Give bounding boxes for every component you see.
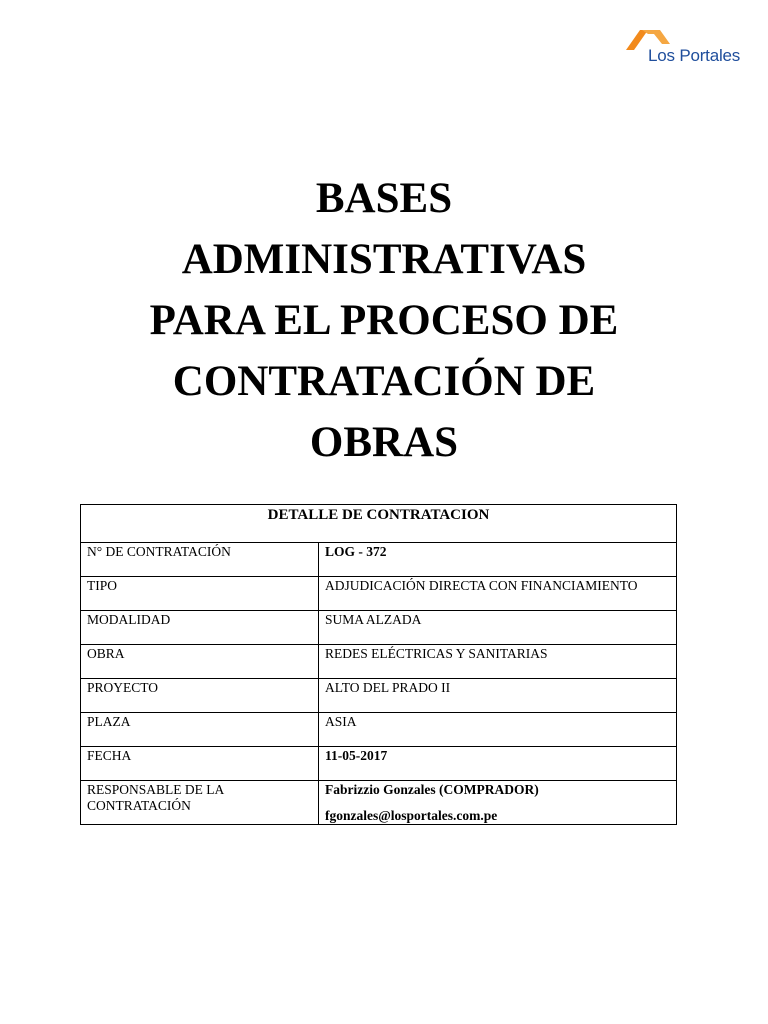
table-row — [81, 645, 677, 679]
table-row — [81, 679, 677, 713]
row-value: ADJUDICACIÓN DIRECTA CON FINANCIAMIENTO — [319, 577, 677, 611]
row-value: SUMA ALZADA — [319, 611, 677, 645]
responsible-name: Fabrizzio Gonzales (COMPRADOR) — [325, 782, 539, 797]
row-value: ASIA — [319, 713, 677, 747]
responsible-email: fgonzales@losportales.com.pe — [325, 808, 498, 823]
row-label: N° DE CONTRATACIÓN — [81, 543, 319, 577]
row-value: ALTO DEL PRADO II — [319, 679, 677, 713]
title-line: ADMINISTRATIVAS — [181, 236, 587, 283]
los-portales-logo — [624, 24, 740, 68]
title-line: OBRAS — [309, 419, 459, 466]
title-line: BASES — [315, 175, 453, 222]
row-label: MODALIDAD — [81, 611, 319, 645]
table-row-responsible — [81, 781, 677, 825]
row-value: LOG - 372 — [319, 543, 677, 577]
title-line: CONTRATACIÓN DE — [172, 358, 596, 405]
table-row — [81, 747, 677, 781]
responsible-cell — [319, 781, 677, 825]
title-line: PARA EL PROCESO DE — [149, 297, 619, 344]
row-value: 11-05-2017 — [319, 747, 677, 781]
table-row — [81, 713, 677, 747]
document-title — [84, 168, 684, 473]
contract-detail-table — [80, 504, 677, 825]
row-label: FECHA — [81, 747, 319, 781]
row-label: RESPONSABLE DE LA CONTRATACIÓN — [81, 781, 319, 825]
table-row — [81, 543, 677, 577]
row-value: REDES ELÉCTRICAS Y SANITARIAS — [319, 645, 677, 679]
table-header: DETALLE DE CONTRATACION — [81, 505, 677, 543]
logo-text: Los Portales — [648, 46, 741, 65]
row-label: PLAZA — [81, 713, 319, 747]
table-row — [81, 577, 677, 611]
row-label: PROYECTO — [81, 679, 319, 713]
table-row — [81, 611, 677, 645]
row-label: TIPO — [81, 577, 319, 611]
row-label: OBRA — [81, 645, 319, 679]
